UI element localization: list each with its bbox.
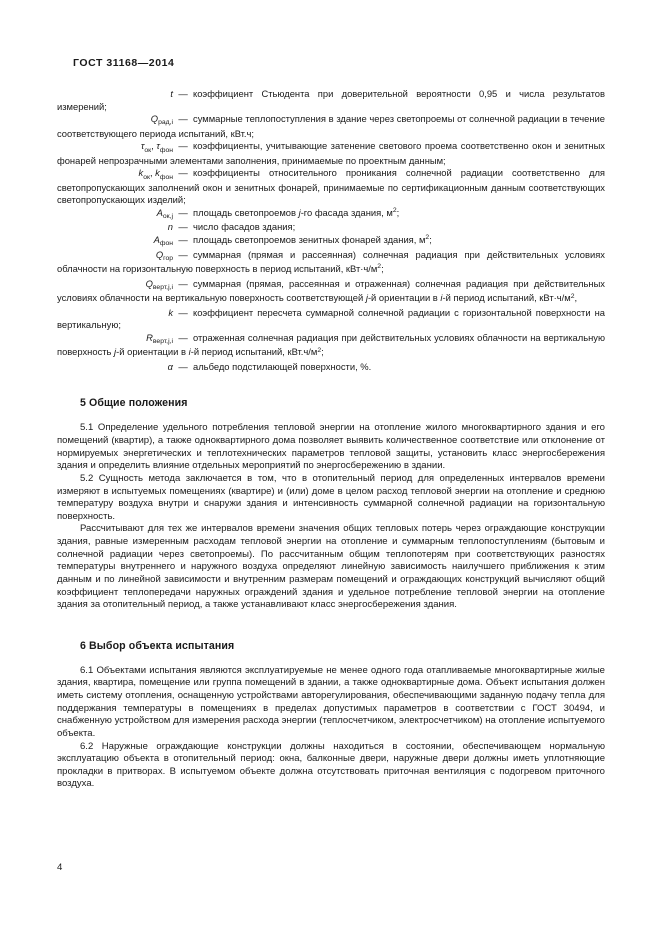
definition-item (57, 167, 605, 207)
definition-symbol: $R_{верт,j,i}$ (146, 331, 173, 346)
definition-item (57, 88, 605, 113)
definition-symbol: $\tau_{ок}$, $\tau_{фон}$ (140, 140, 173, 154)
paragraph-5-2-cont: Рассчитывают для тех же интервалов времени значения общих тепловых потерь через ограждающие конструкции здания, равные измеренным расходам тепловой энергии на отопление и суммарным теплопоступлениям (бытовым и солнечной радиации через светопроемы). По рассчитанным общим теплопотерям при соответствующих разностях температуры внутреннего и наружного воздуха определяют линейную зависимость наилучшего приближения к этим данным и по линейной зависимости и внутренним размерам помещений и ограждающих конструкций вычисляют общий коэффициент теплопередачи наружных ограждений здания и удельное потребление тепловой энергии на отопление здания за отопительный период, а также устанавливают класс энергосбережения здания. (57, 523, 605, 611)
section-heading-6: 6 Выбор объекта испытания (80, 639, 235, 652)
definition-text: число фасадов здания; (193, 221, 296, 233)
definition-item (57, 361, 605, 374)
definition-symbol: $Q_{гор}$ (155, 248, 173, 262)
definition-text: коэффициент пересчета суммарной солнечной радиации с горизонтальной поверхности на вертикальную; (57, 306, 605, 331)
definition-item (57, 332, 605, 361)
definition-text: коэффициенты относительного проникания солнечной радиации соответственно для светопропускающих заполнений окон и зенитных фонарей, принимаемые по сертификационным данным соответствующих светопропускающих изделий; (57, 167, 605, 206)
definition-dash: — (178, 206, 188, 218)
definition-dash: — (178, 234, 188, 246)
definition-symbol: $A_{фон}$ (153, 234, 173, 248)
definition-item (57, 140, 605, 167)
definition-item (57, 278, 605, 307)
page-content (57, 88, 605, 791)
definition-item (57, 207, 605, 222)
definition-symbol: α (167, 360, 173, 372)
definition-symbol: k (168, 306, 173, 318)
definition-dash: — (178, 221, 188, 233)
definition-text: суммарная (прямая и рассеянная) солнечная радиация при действительных условиях облачности на горизонтальную поверхность в период испытаний, $кВт\cdot ч/м^2$; (57, 248, 605, 275)
page-number: 4 (57, 862, 63, 873)
definition-text: площадь светопроемов j-го фасада здания, $м^2$; (193, 206, 400, 218)
definition-text: площадь светопроемов зенитных фонарей здания, $м^2$; (193, 234, 432, 246)
paragraph-5-1: 5.1 Определение удельного потребления тепловой энергии на отопление жилого многоквартирного здания и его помещений (квартир), а также одноквартирного дома позволяет выявить количественное соответствие или отклонение от нормируемых энергетических и теплотехнических параметров тепловой защиты, установить класс энергосбережения здания и определить влияние отдельных мероприятий по энергосбережению в здании. (57, 422, 605, 472)
definition-dash: — (178, 331, 188, 343)
definition-dash: — (178, 167, 188, 179)
definition-symbol: $k_{ок}$, $k_{фон}$ (138, 167, 173, 181)
definition-item (57, 221, 605, 234)
definition-text: коэффициент Стьюдента при доверительной вероятности 0,95 и числа результатов измерений; (57, 88, 605, 112)
definition-text: суммарные теплопоступления в здание через светопроемы от солнечной радиации в течение соответствующего периода испытаний, кВт.ч; (57, 113, 605, 139)
symbol-definition-list (57, 88, 605, 373)
definition-text: альбедо подстилающей поверхности, %. (193, 360, 372, 372)
definition-dash: — (178, 140, 188, 152)
standard-header: ГОСТ 31168—2014 (73, 57, 175, 69)
definition-dash: — (178, 113, 188, 125)
definition-item (57, 307, 605, 332)
definition-dash: — (178, 88, 188, 99)
definition-item (57, 113, 605, 140)
paragraph-5-2: 5.2 Сущность метода заключается в том, что в отопительный период для определенных интервалов времени измеряют в испытуемых помещениях (квартире) и (или) доме в целом расход тепловой энергии на отопление и среднюю температуру воздуха внутри и снаружи здания и интенсивность суммарной солнечной радиации на горизонтальную поверхность. (57, 472, 605, 522)
definition-symbol: $Q_{верт,j,i}$ (145, 277, 173, 292)
definition-item (57, 249, 605, 278)
section-heading-5: 5 Общие положения (80, 397, 188, 410)
paragraph-6-2: 6.2 Наружные ограждающие конструкции должны находиться в состоянии, обеспечивающем нормальную эксплуатацию объекта в отопительный период: окна, балконные двери, наружные двери должны иметь уплотняющие прокладки в притворах. В испытуемом объекте должна отсутствовать приточная вентиляция с подогревом приточного воздуха. (57, 740, 605, 790)
definition-text: суммарная (прямая, рассеянная и отраженная) солнечная радиация при действительных условиях облачности на вертикальную поверхность соответствующей j-й ориентации в i-й период испытаний, $кВт\cdot ч/м^2$, (57, 277, 605, 304)
paragraph-6-1: 6.1 Объектами испытания являются эксплуатируемые не менее одного года отапливаемые многоквартирные жилые здания, квартира, помещение или группа помещений в здании, а также одноквартирные дома. Объект испытания должен иметь систему отопления, оснащенную устройствами авторегулирования, обеспечивающими заданную подачу тепла для поддержания температуры в помещениях в пределах допустимых параметров в соответствии с ГОСТ 30494, и снабженную устройством для измерения расхода энергии (теплосчетчиком, электросчетчиком) на отопление испытуемого объекта. (57, 664, 605, 739)
definition-item (57, 234, 605, 249)
definition-text: коэффициенты, учитывающие затенение светового проема соответственно окон и зенитных фонарей непрозрачными элементами заполнения, принимаемые по проектным данным; (57, 140, 605, 166)
definition-symbol: n (167, 221, 173, 233)
definition-text: отраженная солнечная радиация при действительных условиях облачности на вертикальную поверхность j-й ориентации в i-й период испытаний, $кВт.ч/м^2$; (57, 331, 605, 358)
definition-symbol: $Q_{рад,i}$ (150, 113, 173, 127)
definition-dash: — (178, 360, 188, 372)
definition-symbol: $A_{ок,j}$ (156, 206, 173, 221)
definition-dash: — (178, 306, 188, 318)
definition-symbol: t (170, 88, 173, 99)
definition-dash: — (178, 277, 188, 289)
definition-dash: — (178, 248, 188, 260)
